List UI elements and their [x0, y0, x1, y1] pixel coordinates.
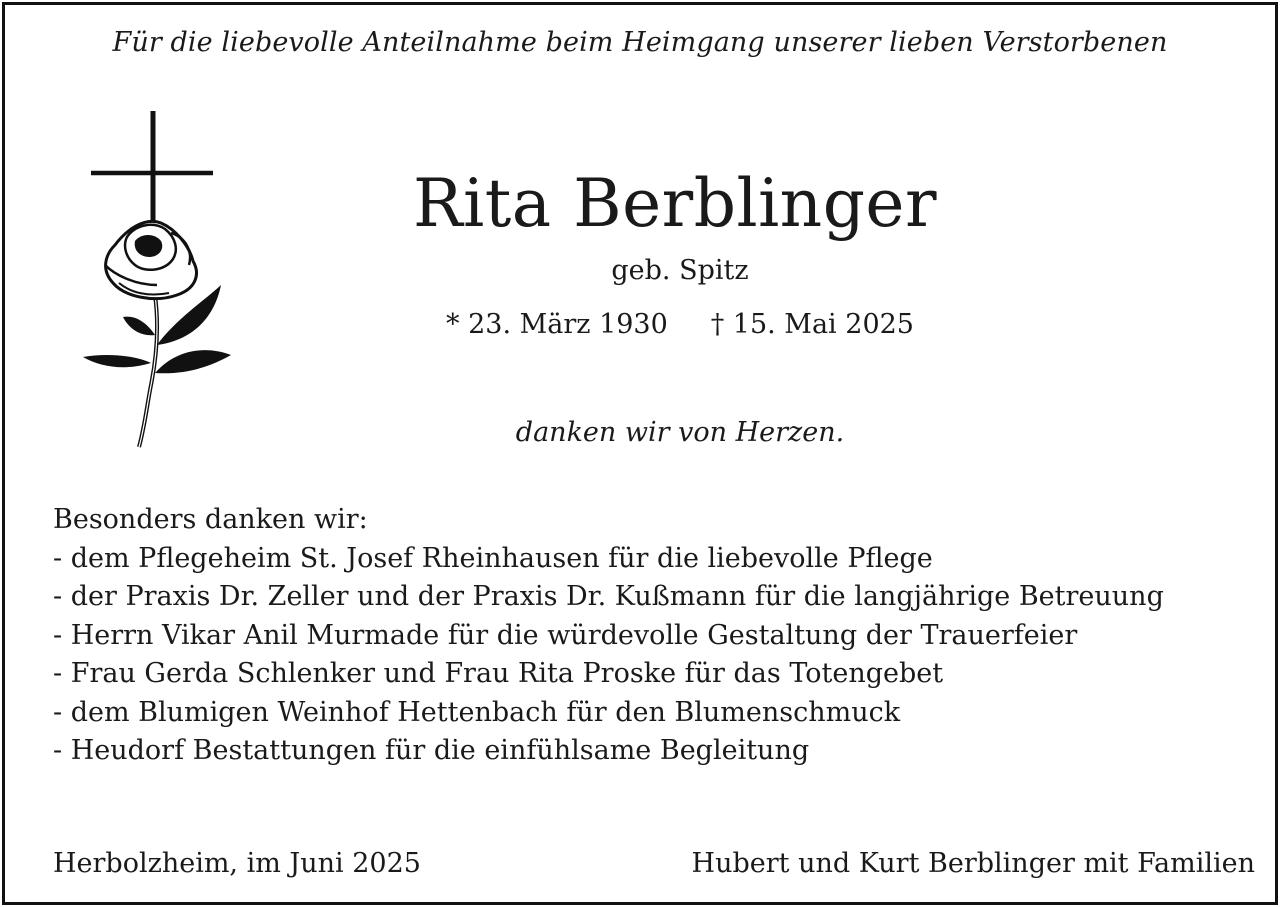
maiden-name: geb. Spitz	[611, 255, 749, 286]
thanks-line: danken wir von Herzen.	[515, 417, 845, 448]
deceased-name: Rita Berblinger	[412, 165, 938, 242]
list-item: - Heudorf Bestattungen für die einfühlsame Begleitung	[53, 735, 810, 766]
list-item: - Frau Gerda Schlenker und Frau Rita Proske für das Totengebet	[53, 658, 944, 689]
intro-text: Für die liebevolle Anteilnahme beim Heimgang unserer lieben Verstorbenen	[112, 27, 1168, 58]
list-item: - dem Pflegeheim St. Josef Rheinhausen für die liebevolle Pflege	[53, 542, 933, 574]
list-item: - dem Blumigen Weinhof Hettenbach für den Blumenschmuck	[53, 696, 901, 728]
list-item: - Herrn Vikar Anil Murmade für die würdevolle Gestaltung der Trauerfeier	[53, 619, 1078, 651]
list-item: - der Praxis Dr. Zeller und der Praxis Dr. Kußmann für die langjährige Betreuung	[53, 581, 1164, 612]
obituary-card	[2, 2, 1278, 905]
signatories: Hubert und Kurt Berblinger mit Familien	[691, 848, 1255, 879]
place-date: Herbolzheim, im Juni 2025	[53, 848, 421, 879]
life-dates: * 23. März 1930 † 15. Mai 2025	[446, 309, 914, 340]
special-thanks-list	[53, 501, 1164, 771]
special-thanks-heading: Besonders danken wir:	[53, 504, 368, 535]
